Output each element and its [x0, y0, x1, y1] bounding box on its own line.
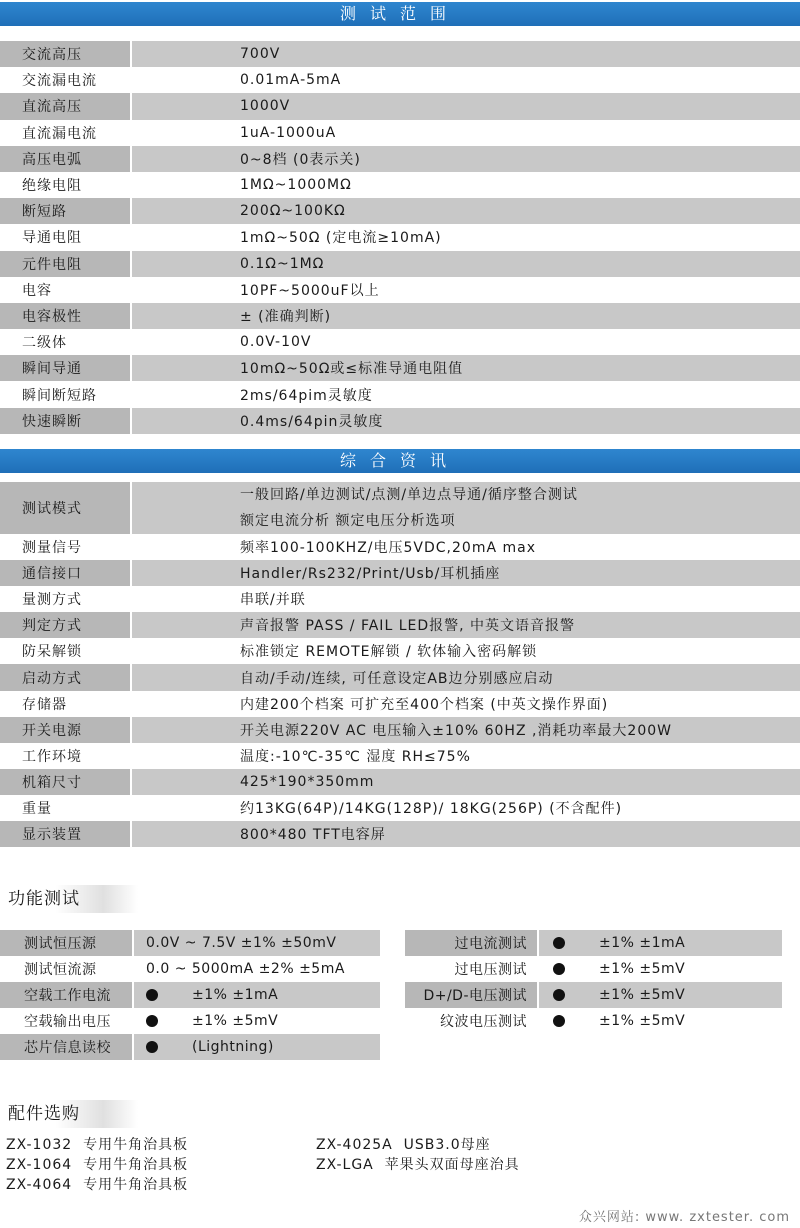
table-row: [405, 982, 782, 1008]
accessory-item: ZX-1064 专用牛角治具板: [6, 1157, 189, 1173]
bullet-dot-icon: [146, 1015, 158, 1027]
section-title-acc: 配件选购: [0, 1100, 138, 1128]
row-value: 800*480 TFT电容屏: [240, 827, 386, 844]
row-label: 量测方式: [0, 586, 132, 612]
row-value-line: 额定电流分析 额定电压分析选项: [240, 513, 456, 529]
row-value: 自动/手动/连续, 可任意设定AB边分别感应启动: [240, 670, 554, 687]
table-row: [0, 67, 800, 93]
table-row: [0, 1034, 380, 1060]
table-row: [0, 717, 800, 743]
accessory-item: ZX-LGA 苹果头双面母座治具: [316, 1157, 520, 1173]
row-value: 0.0V-10V: [240, 334, 312, 351]
row-label: 判定方式: [0, 612, 132, 638]
table-row: [0, 482, 800, 534]
row-label: 导通电阻: [0, 224, 132, 250]
row-value: 0.01mA-5mA: [240, 72, 342, 89]
row-value: ± (准确判断): [240, 308, 332, 325]
table-row: [0, 172, 800, 198]
acc-left-list: [6, 1135, 188, 1195]
info-table: [0, 482, 800, 847]
footer-website: 众兴网站: www. zxtester. com: [578, 1210, 790, 1225]
row-label: 启动方式: [0, 664, 132, 690]
row-label: 空载输出电压: [0, 1008, 134, 1034]
row-value: 开关电源220V AC 电压输入±10% 60HZ ,消耗功率最大200W: [240, 722, 673, 739]
row-value: 1MΩ~1000MΩ: [240, 177, 352, 194]
row-label: 存储器: [0, 691, 132, 717]
row-value: [134, 935, 336, 951]
row-label: 防呆解锁: [0, 638, 132, 664]
row-value: 1uA-1000uA: [240, 124, 337, 141]
row-label: 测试模式: [0, 482, 132, 534]
row-value-text: 0.0V ~ 7.5V ±1% ±50mV: [146, 935, 337, 951]
bullet-dot-icon: [146, 1041, 158, 1053]
row-label: 元件电阻: [0, 251, 132, 277]
table-row: [0, 612, 800, 638]
row-label: 交流高压: [0, 41, 132, 67]
table-row: [0, 41, 800, 67]
row-value: [134, 961, 345, 977]
row-label: 显示装置: [0, 821, 132, 847]
table-row: [0, 329, 800, 355]
row-value: 425*190*350mm: [240, 773, 375, 790]
row-value: 1000V: [240, 98, 291, 115]
section-title-info: 综合资讯: [339, 451, 460, 470]
accessory-item: ZX-1032 专用牛角治具板: [6, 1137, 189, 1153]
row-value: 700V: [240, 46, 281, 63]
row-label: 直流高压: [0, 93, 132, 119]
row-label: 直流漏电流: [0, 120, 132, 146]
row-label: 测量信号: [0, 534, 132, 560]
table-row: [0, 821, 800, 847]
row-value-line: 一般回路/单边测试/点测/单边点导通/循序整合测试: [240, 487, 578, 503]
row-value-text: ±1% ±5mV: [599, 987, 686, 1003]
row-label: 瞬间导通: [0, 355, 132, 381]
table-row: [0, 982, 380, 1008]
row-value: 10mΩ~50Ω或≤标准导通电阻值: [240, 361, 464, 378]
table-row: [0, 355, 800, 381]
row-value: 串联/并联: [240, 592, 306, 609]
row-label: 断短路: [0, 198, 132, 224]
table-row: [0, 146, 800, 172]
row-label: 工作环境: [0, 743, 132, 769]
accessory-item: ZX-4025A USB3.0母座: [316, 1137, 491, 1153]
row-label: 开关电源: [0, 717, 132, 743]
table-row: [0, 534, 800, 560]
row-label: 测试恒压源: [0, 930, 134, 956]
table-row: [0, 638, 800, 664]
row-label: 重量: [0, 795, 132, 821]
row-value: 2ms/64pim灵敏度: [240, 387, 373, 404]
table-row: [0, 795, 800, 821]
row-value: [134, 987, 278, 1003]
table-row: [0, 224, 800, 250]
row-label: 绝缘电阻: [0, 172, 132, 198]
row-value-text: ±1% ±5mV: [599, 961, 686, 977]
row-value: 0.1Ω~1MΩ: [240, 255, 325, 272]
row-value-text: ±1% ±1mA: [599, 935, 686, 951]
row-value: 0.4ms/64pin灵敏度: [240, 413, 384, 430]
row-value: 声音报警 PASS / FAIL LED报警, 中英文语音报警: [240, 618, 576, 635]
row-value-text: (Lightning): [192, 1039, 274, 1055]
table-row: [0, 769, 800, 795]
table-row: [0, 560, 800, 586]
row-value: 标准锁定 REMOTE解锁 / 软体输入密码解锁: [240, 644, 538, 661]
bullet-dot-icon: [146, 989, 158, 1001]
row-label: 纹波电压测试: [405, 1008, 539, 1034]
bullet-dot-icon: [553, 963, 565, 975]
row-label: 电容: [0, 277, 132, 303]
table-row: [0, 586, 800, 612]
accessory-item: ZX-4064 专用牛角治具板: [6, 1177, 189, 1193]
table-row: [0, 1008, 380, 1034]
range-table: [0, 41, 800, 434]
row-label: 空载工作电流: [0, 982, 134, 1008]
func-right-table: [405, 930, 782, 1034]
row-label: 芯片信息读校: [0, 1034, 134, 1060]
row-value: [134, 1013, 278, 1029]
row-label: 机箱尺寸: [0, 769, 132, 795]
row-value: 1mΩ~50Ω (定电流≥10mA): [240, 230, 442, 247]
row-label: 交流漏电流: [0, 67, 132, 93]
row-value-text: ±1% ±1mA: [192, 987, 279, 1003]
table-row: [0, 743, 800, 769]
row-value: [539, 961, 685, 977]
row-label: 通信接口: [0, 560, 132, 586]
row-value-text: 0.0 ~ 5000mA ±2% ±5mA: [146, 961, 345, 977]
bullet-dot-icon: [553, 989, 565, 1001]
row-value-text: ±1% ±5mV: [192, 1013, 279, 1029]
row-label: 过电压测试: [405, 956, 539, 982]
row-value: 约13KG(64P)/14KG(128P)/ 18KG(256P) (不含配件): [240, 800, 623, 817]
func-left-table: [0, 930, 380, 1060]
table-row: [0, 691, 800, 717]
row-value: 内建200个档案 可扩充至400个档案 (中英文操作界面): [240, 696, 609, 713]
row-label: 过电流测试: [405, 930, 539, 956]
table-row: [405, 1008, 782, 1034]
table-row: [0, 956, 380, 982]
section-title-func: 功能测试: [0, 885, 138, 913]
row-value: 0~8档 (0表示关): [240, 151, 361, 168]
row-value: [132, 482, 800, 534]
row-value: 频率100-100KHZ/电压5VDC,20mA max: [240, 540, 536, 557]
bullet-dot-icon: [553, 1015, 565, 1027]
row-label: 测试恒流源: [0, 956, 134, 982]
table-row: [0, 303, 800, 329]
row-value: [134, 1039, 274, 1055]
row-value: 10PF~5000uF以上: [240, 282, 380, 299]
row-label: 电容极性: [0, 303, 132, 329]
table-row: [0, 381, 800, 407]
row-value: 温度:-10℃-35℃ 湿度 RH≤75%: [240, 748, 471, 765]
row-label: 高压电弧: [0, 146, 132, 172]
table-row: [0, 93, 800, 119]
section-title-range: 测试范围: [339, 4, 460, 23]
table-row: [0, 251, 800, 277]
section-band-range: [0, 2, 800, 26]
row-label: D+/D-电压测试: [405, 982, 539, 1008]
row-label: 快速瞬断: [0, 408, 132, 434]
table-row: [0, 408, 800, 434]
table-row: [405, 930, 782, 956]
table-row: [0, 930, 380, 956]
row-value: [539, 935, 685, 951]
table-row: [405, 956, 782, 982]
acc-right-list: [316, 1135, 520, 1175]
row-value: 200Ω~100KΩ: [240, 203, 346, 220]
table-row: [0, 277, 800, 303]
row-value: Handler/Rs232/Print/Usb/耳机插座: [240, 566, 501, 583]
bullet-dot-icon: [553, 937, 565, 949]
row-value: [539, 1013, 685, 1029]
row-label: 瞬间断短路: [0, 381, 132, 407]
row-value: [539, 987, 685, 1003]
row-label: 二级体: [0, 329, 132, 355]
section-band-info: [0, 449, 800, 473]
table-row: [0, 664, 800, 690]
row-value-text: ±1% ±5mV: [599, 1013, 686, 1029]
table-row: [0, 120, 800, 146]
table-row: [0, 198, 800, 224]
